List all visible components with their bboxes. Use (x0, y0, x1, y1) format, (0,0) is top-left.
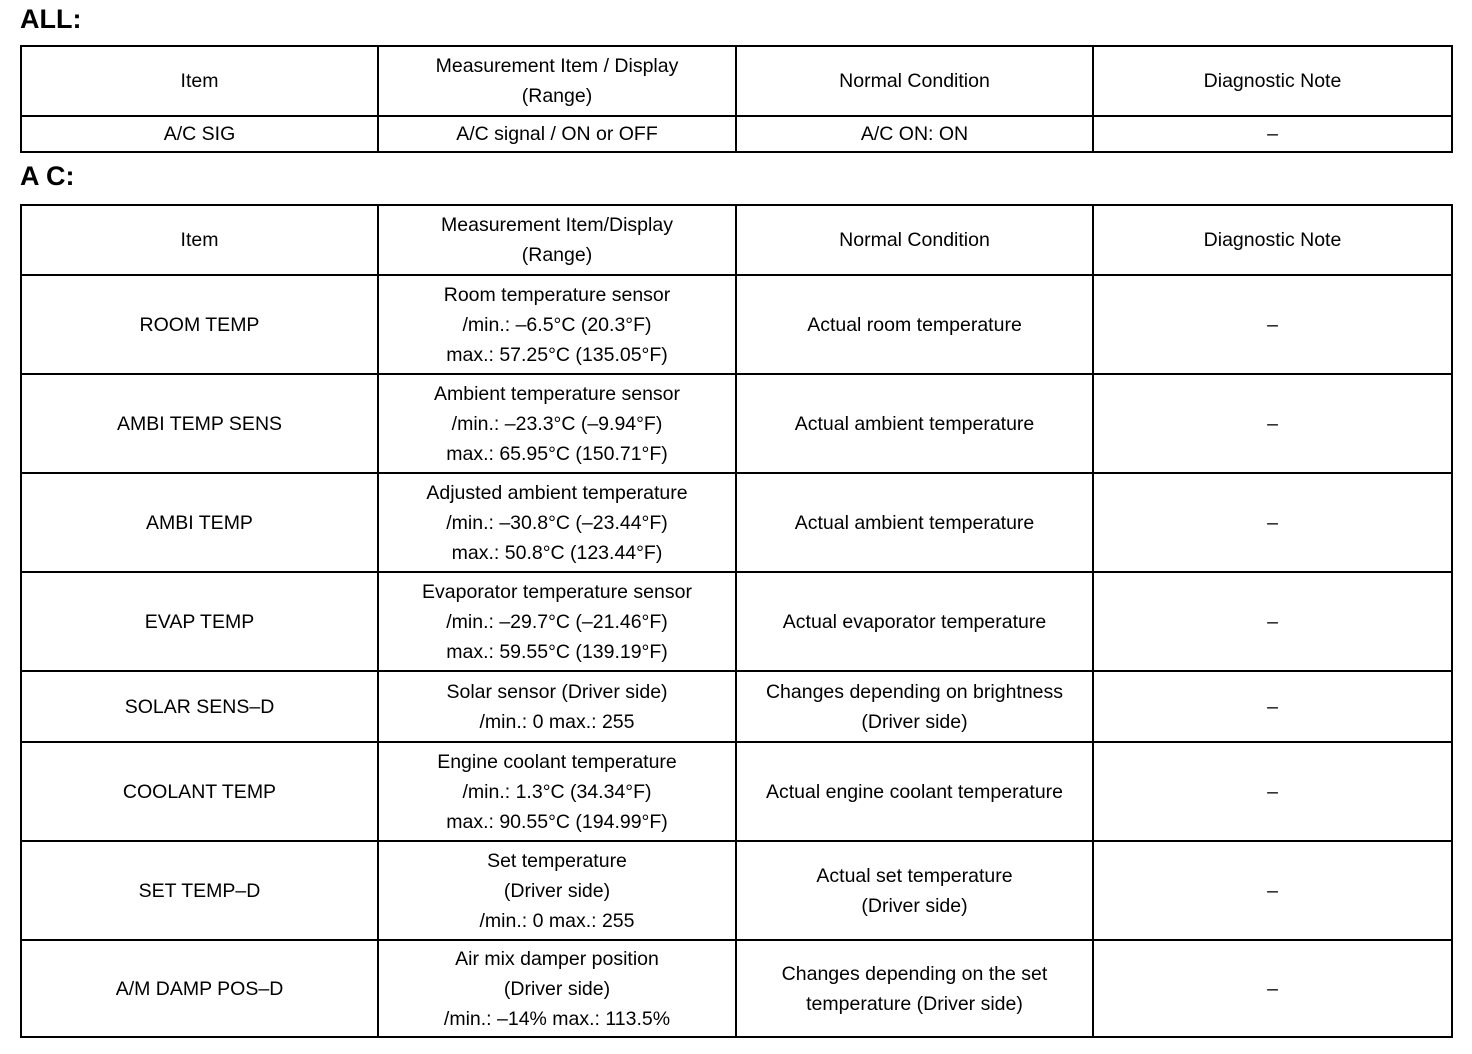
cell-normal-condition: Actual ambient temperature (736, 473, 1093, 572)
cell-diagnostic-note: – (1093, 841, 1452, 940)
cell-diagnostic-note: – (1093, 275, 1452, 374)
cell-measurement: Ambient temperature sensor /min.: –23.3°C (–9.94°F) max.: 65.95°C (150.71°F) (378, 374, 736, 473)
header-normal-condition: Normal Condition (736, 205, 1093, 275)
header-measurement: Measurement Item/Display (Range) (378, 205, 736, 275)
table-row (21, 671, 1452, 742)
cell-item: SET TEMP–D (21, 841, 378, 940)
table-row (21, 374, 1452, 473)
cell-measurement: Engine coolant temperature /min.: 1.3°C (34.34°F) max.: 90.55°C (194.99°F) (378, 742, 736, 841)
section-title-all: ALL: (20, 4, 82, 34)
cell-item: A/M DAMP POS–D (21, 940, 378, 1037)
cell-measurement: Evaporator temperature sensor /min.: –29.7°C (–21.46°F) max.: 59.55°C (139.19°F) (378, 572, 736, 671)
data-table-ac (20, 204, 1453, 1038)
cell-item: AMBI TEMP SENS (21, 374, 378, 473)
table-row (21, 473, 1452, 572)
cell-diagnostic-note: – (1093, 473, 1452, 572)
table-header-row (21, 205, 1452, 275)
cell-measurement: Solar sensor (Driver side) /min.: 0 max.: 255 (378, 671, 736, 742)
cell-normal-condition: Actual room temperature (736, 275, 1093, 374)
table-row (21, 275, 1452, 374)
cell-normal-condition: Changes depending on the set temperature (Driver side) (736, 940, 1093, 1037)
cell-item: SOLAR SENS–D (21, 671, 378, 742)
table-row (21, 940, 1452, 1037)
cell-diagnostic-note: – (1093, 671, 1452, 742)
cell-normal-condition: Actual set temperature (Driver side) (736, 841, 1093, 940)
section-title-ac: A C: (20, 161, 75, 191)
cell-measurement: Set temperature (Driver side) /min.: 0 max.: 255 (378, 841, 736, 940)
cell-normal-condition: Actual evaporator temperature (736, 572, 1093, 671)
cell-diagnostic-note: – (1093, 116, 1452, 152)
table-header-row (21, 46, 1452, 116)
cell-normal-condition: A/C ON: ON (736, 116, 1093, 152)
data-table-all (20, 45, 1453, 153)
table-row (21, 742, 1452, 841)
cell-item: EVAP TEMP (21, 572, 378, 671)
cell-item: ROOM TEMP (21, 275, 378, 374)
table-row (21, 116, 1452, 152)
cell-measurement: Adjusted ambient temperature /min.: –30.8°C (–23.44°F) max.: 50.8°C (123.44°F) (378, 473, 736, 572)
cell-item: A/C SIG (21, 116, 378, 152)
cell-item: COOLANT TEMP (21, 742, 378, 841)
table-row (21, 841, 1452, 940)
cell-measurement: Air mix damper position (Driver side) /min.: –14% max.: 113.5% (378, 940, 736, 1037)
cell-normal-condition: Actual ambient temperature (736, 374, 1093, 473)
cell-diagnostic-note: – (1093, 940, 1452, 1037)
header-item: Item (21, 205, 378, 275)
header-item: Item (21, 46, 378, 116)
cell-normal-condition: Changes depending on brightness (Driver side) (736, 671, 1093, 742)
cell-diagnostic-note: – (1093, 742, 1452, 841)
cell-diagnostic-note: – (1093, 374, 1452, 473)
header-measurement: Measurement Item / Display (Range) (378, 46, 736, 116)
header-diagnostic-note: Diagnostic Note (1093, 46, 1452, 116)
cell-normal-condition: Actual engine coolant temperature (736, 742, 1093, 841)
cell-measurement: A/C signal / ON or OFF (378, 116, 736, 152)
header-diagnostic-note: Diagnostic Note (1093, 205, 1452, 275)
cell-diagnostic-note: – (1093, 572, 1452, 671)
header-normal-condition: Normal Condition (736, 46, 1093, 116)
cell-measurement: Room temperature sensor /min.: –6.5°C (20.3°F) max.: 57.25°C (135.05°F) (378, 275, 736, 374)
table-row (21, 572, 1452, 671)
cell-item: AMBI TEMP (21, 473, 378, 572)
